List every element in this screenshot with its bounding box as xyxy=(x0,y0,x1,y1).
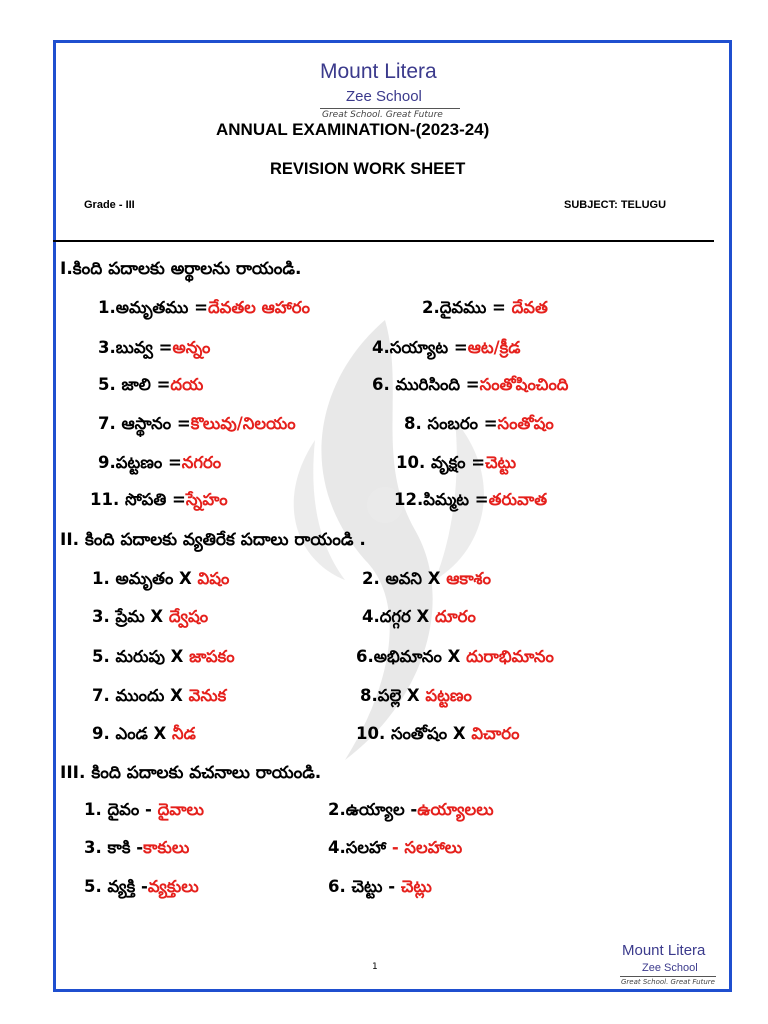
list-item: 4.సయ్యాట =ఆట/క్రీడ xyxy=(372,338,521,357)
list-item: 10. వృక్షం =చెట్టు xyxy=(396,453,517,472)
list-item: 1. దైవం - దైవాలు xyxy=(84,800,204,819)
logo-name: Mount Litera xyxy=(320,60,437,83)
list-item: 6. మురిసింది =సంతోషించింది xyxy=(372,375,569,394)
header-rule xyxy=(53,240,714,242)
list-item: 3. కాకి -కాకులు xyxy=(84,838,190,857)
list-item: 3. ప్రేమ X ద్వేషం xyxy=(92,607,209,626)
footer-logo-divider xyxy=(620,976,716,977)
subject-label: SUBJECT: TELUGU xyxy=(564,199,667,211)
list-item: 9. ఎండ X నీడ xyxy=(92,724,196,743)
section1-heading: I.కింది పదాలకు అర్థాలను రాయండి. xyxy=(60,259,302,279)
list-item: 10. సంతోషం X విచారం xyxy=(356,724,520,743)
footer-logo-school: Zee School xyxy=(642,962,698,974)
sheet-title: REVISION WORK SHEET xyxy=(270,160,466,178)
list-item: 1. అమృతం X విషం xyxy=(92,569,230,588)
footer-logo-tagline: Great School. Great Future xyxy=(621,978,715,986)
list-item: 5. వ్యక్తి -వ్యక్తులు xyxy=(84,877,199,896)
list-item: 1.అమృతము =దేవతల ఆహారం xyxy=(98,298,310,317)
list-item: 9.పట్టణం =నగరం xyxy=(98,453,222,472)
logo-school: Zee School xyxy=(346,88,422,105)
section2-heading: II. కింది పదాలకు వ్యతిరేక పదాలు రాయండి . xyxy=(60,530,366,550)
list-item: 2.దైవము = దేవత xyxy=(422,298,548,317)
list-item: 3.బువ్వ =అన్నం xyxy=(98,338,211,357)
list-item: 4.దగ్గర X దూరం xyxy=(362,607,476,626)
exam-title: ANNUAL EXAMINATION-(2023-24) xyxy=(216,120,490,139)
list-item: 8. సంబరం =సంతోషం xyxy=(404,414,554,433)
list-item: 7. ఆస్థానం =కొలువు/నిలయం xyxy=(98,414,296,433)
section3-heading: III. కింది పదాలకు వచనాలు రాయండి. xyxy=(60,763,322,783)
footer-logo-name: Mount Litera xyxy=(622,942,706,959)
list-item: 4.సలహా - సలహాలు xyxy=(328,838,463,857)
list-item: 5. మరుపు X జాపకం xyxy=(92,647,235,666)
logo-divider xyxy=(320,108,460,109)
list-item: 5. జాలి =దయ xyxy=(98,375,204,394)
list-item: 6.అభిమానం X దురాభిమానం xyxy=(356,647,554,666)
list-item: 11. సోపతి =స్నేహం xyxy=(90,490,228,509)
list-item: 8.పల్లె X పట్టణం xyxy=(360,686,472,705)
list-item: 6. చెట్టు - చెట్లు xyxy=(328,877,432,896)
list-item: 12.పిమ్మట =తరువాత xyxy=(394,490,548,509)
grade-label: Grade - III xyxy=(84,199,135,211)
logo-tagline: Great School. Great Future xyxy=(322,110,443,120)
page-number: 1 xyxy=(372,962,378,972)
list-item: 7. ముందు X వెనుక xyxy=(92,686,227,705)
list-item: 2.ఉయ్యాల -ఉయ్యాలలు xyxy=(328,800,494,819)
list-item: 2. అవని X ఆకాశం xyxy=(362,569,491,588)
